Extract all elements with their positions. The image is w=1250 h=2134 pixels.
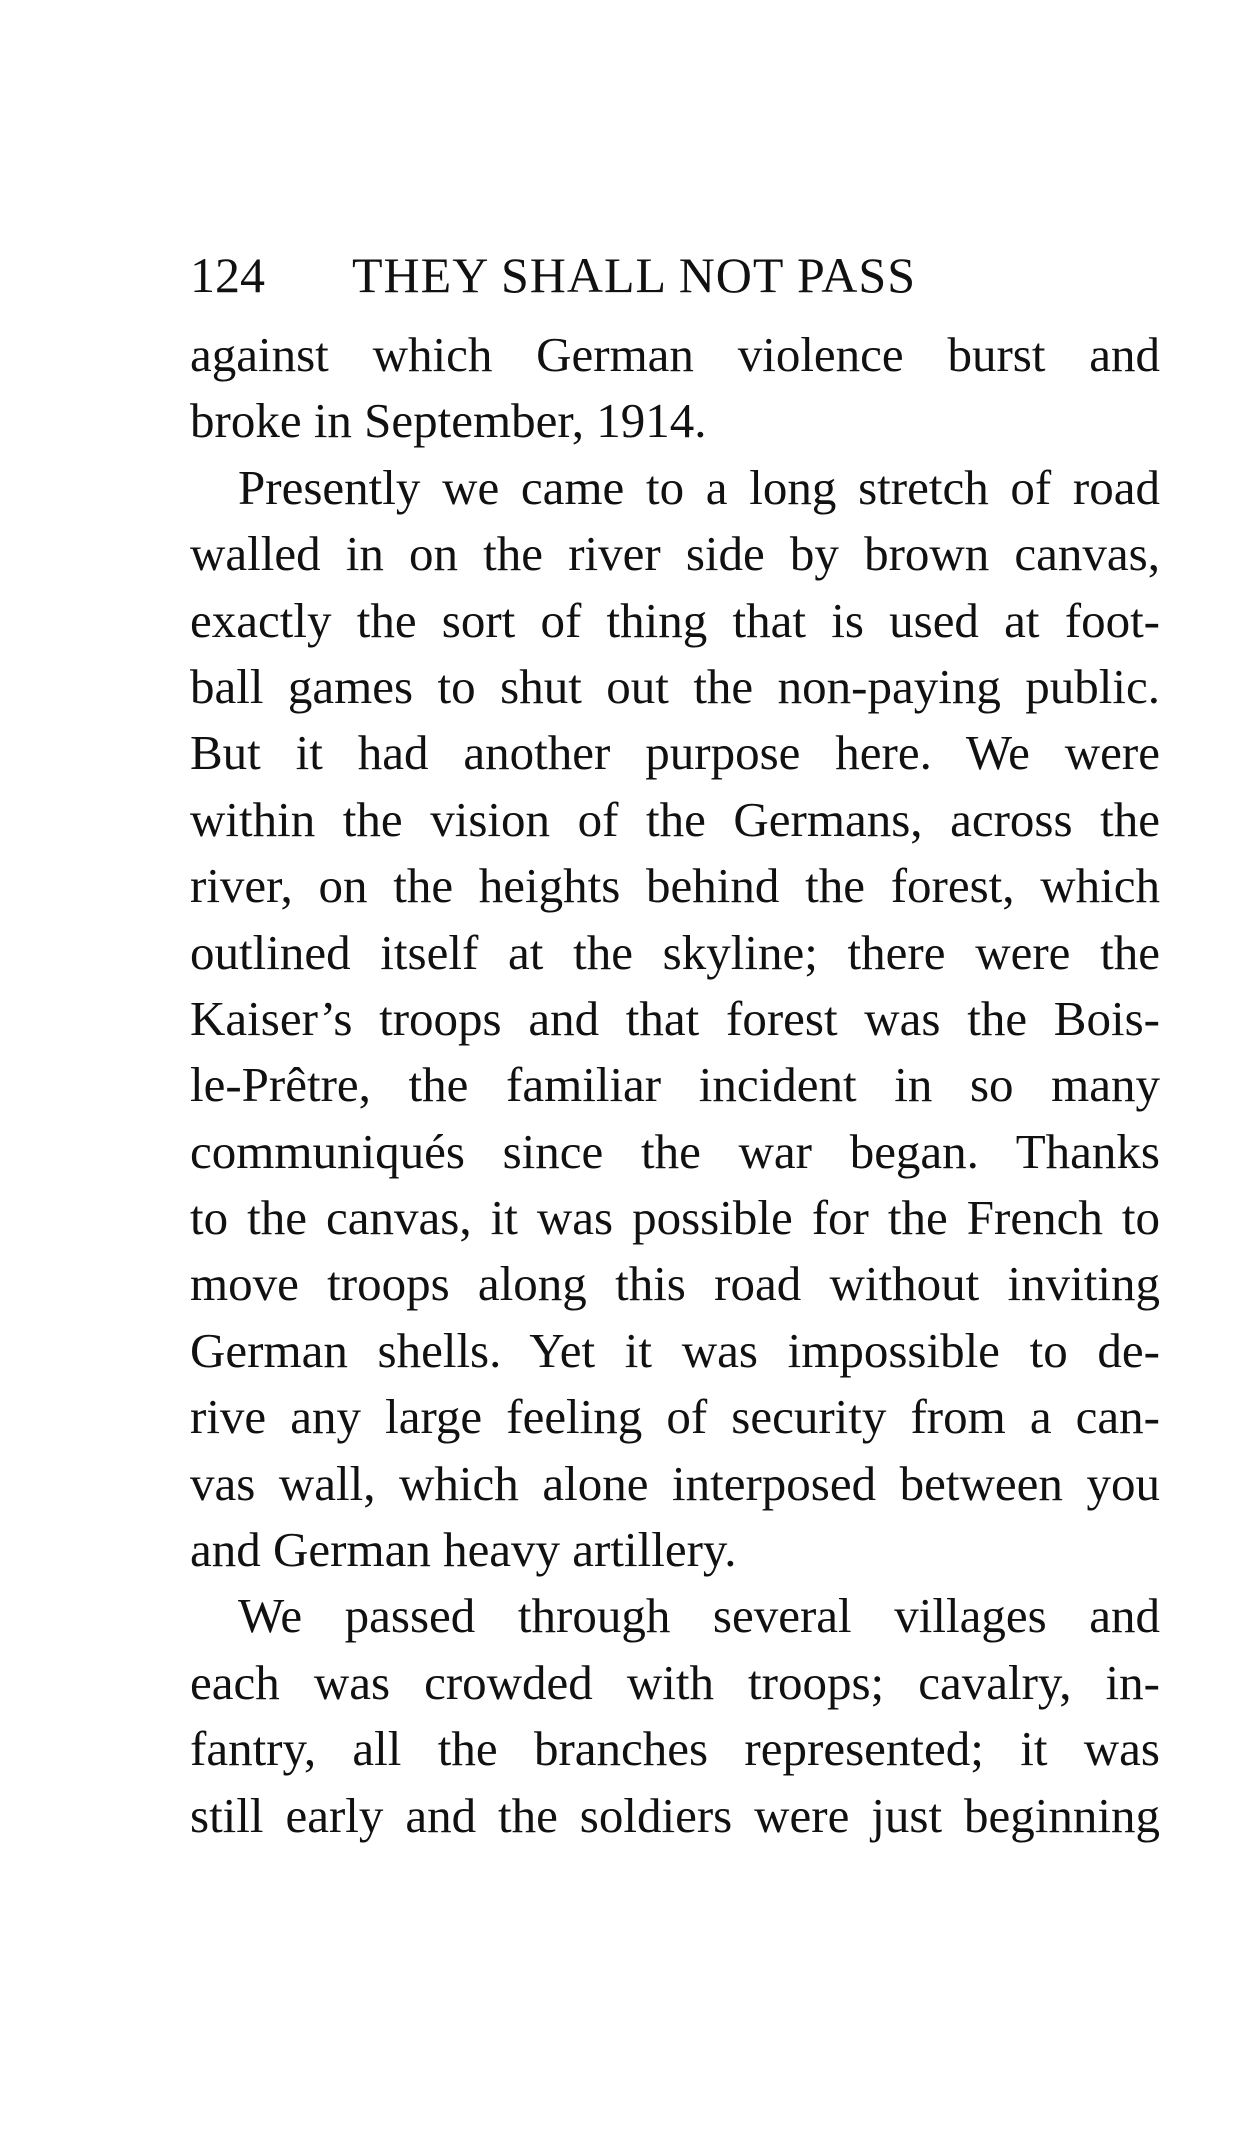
page-header — [190, 240, 1150, 310]
text-line: each was crowded with troops; cavalry, in- — [190, 1654, 1160, 1710]
text-line: move troops along this road without inviting — [190, 1256, 1160, 1312]
page-number: 124 — [190, 247, 265, 303]
text-line: and German heavy artillery. — [190, 1522, 737, 1578]
text-line: outlined itself at the skyline; there were the — [190, 924, 1160, 980]
body-text — [190, 322, 1160, 1849]
text-line: against which German violence burst and — [190, 327, 1160, 382]
running-title: THEY SHALL NOT PASS — [352, 247, 916, 303]
text-line: le-Prêtre, the familiar incident in so many — [190, 1057, 1160, 1113]
text-line: walled in on the river side by brown canvas, — [190, 526, 1160, 582]
text-line: within the vision of the Germans, across the — [190, 791, 1160, 847]
text-line: Kaiser’s troops and that forest was the Bois- — [190, 990, 1160, 1046]
text-line: communiqués since the war began. Thanks — [190, 1123, 1160, 1179]
text-line: still early and the soldiers were just beginning — [190, 1787, 1160, 1843]
text-line: German shells. Yet it was impossible to de- — [190, 1322, 1160, 1378]
text-line: Presently we came to a long stretch of road — [238, 459, 1160, 515]
text-line: river, on the heights behind the forest, which — [190, 858, 1160, 914]
text-line: broke in September, 1914. — [190, 393, 707, 449]
text-line: rive any large feeling of security from a can- — [190, 1389, 1160, 1445]
text-line: vas wall, which alone interposed between you — [190, 1455, 1160, 1511]
text-line: ball games to shut out the non-paying public. — [190, 658, 1160, 714]
text-line: fantry, all the branches represented; it was — [190, 1721, 1160, 1777]
text-line: But it had another purpose here. We were — [190, 725, 1160, 781]
text-line: exactly the sort of thing that is used at foot- — [190, 592, 1160, 648]
text-line: to the canvas, it was possible for the French to — [190, 1190, 1160, 1246]
text-line: We passed through several villages and — [238, 1588, 1160, 1644]
